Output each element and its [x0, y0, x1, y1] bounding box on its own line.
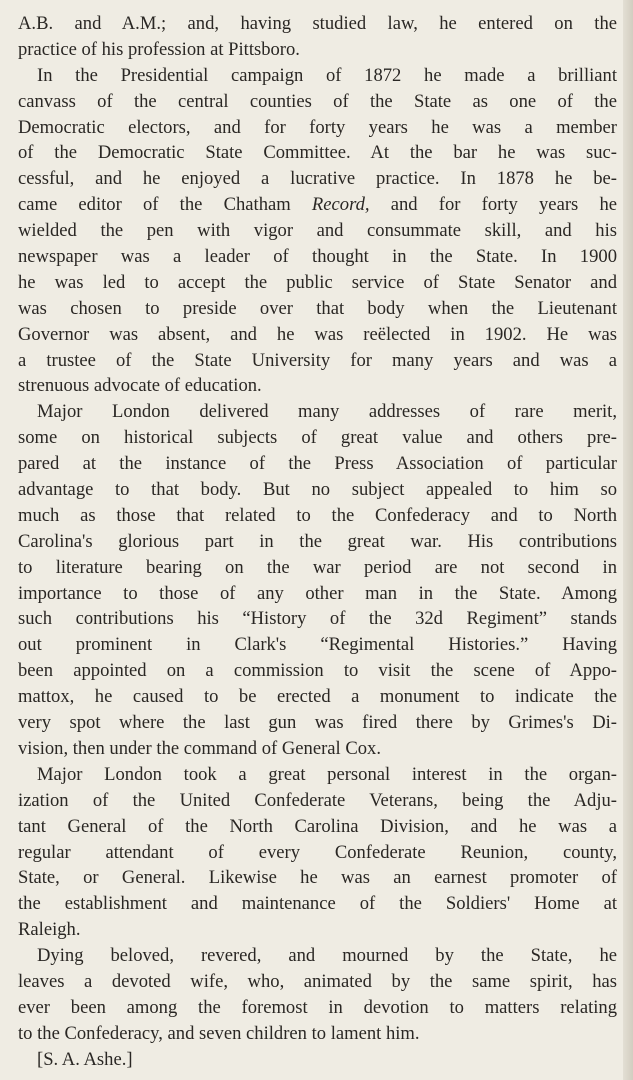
text-line: tant General of the North Carolina Division, and he was a — [18, 815, 617, 837]
text-line: he was led to accept the public service of State Senator and — [18, 271, 617, 293]
text-line: vision, then under the command of General Cox. — [18, 737, 382, 759]
text-line: ever been among the foremost in devotion to matters relating — [18, 996, 617, 1018]
paragraph — [18, 63, 617, 400]
text-line: Governor was absent, and he was reëlected in 1902. He was — [18, 323, 617, 345]
text-line: been appointed on a commission to visit the scene of Appo- — [18, 660, 617, 682]
text-line: importance to those of any other man in the State. Among — [18, 582, 617, 604]
paragraph — [18, 399, 617, 761]
paragraph — [18, 1047, 617, 1073]
text-line: mattox, he caused to be erected a monument to indicate the — [18, 686, 617, 708]
text-line: the establishment and maintenance of the Soldiers' Home at — [18, 893, 617, 915]
text-line: much as those that related to the Confederacy and to North — [18, 504, 617, 526]
text-line: to literature bearing on the war period are not second in — [18, 556, 617, 578]
text-line: newspaper was a leader of thought in the State. In 1900 — [18, 246, 617, 268]
text-line: wielded the pen with vigor and consummate skill, and his — [18, 220, 617, 242]
text-line: leaves a devoted wife, who, animated by the same spirit, has — [18, 970, 617, 992]
text-line: ization of the United Confederate Veterans, being the Adju- — [18, 789, 617, 811]
text-line: very spot where the last gun was fired there by Grimes's Di- — [18, 712, 617, 734]
text-line: regular attendant of every Confederate Reunion, county, — [18, 841, 617, 863]
text-line: such contributions his “History of the 32d Regiment” stands — [18, 608, 617, 630]
paragraph — [18, 11, 617, 63]
page-edge — [623, 0, 633, 1080]
text-line: came editor of the Chatham Record, and for forty years he — [18, 194, 617, 216]
text-line: was chosen to preside over that body when the Lieutenant — [18, 297, 617, 319]
document-page — [18, 0, 617, 1073]
text-line: State, or General. Likewise he was an earnest promoter of — [18, 867, 617, 889]
paragraph — [18, 943, 617, 1047]
text-line: to the Confederacy, and seven children to lament him. — [18, 1022, 420, 1044]
text-line: some on historical subjects of great value and others pre- — [18, 427, 617, 449]
text-line: [S. A. Ashe.] — [37, 1048, 133, 1070]
text-line: canvass of the central counties of the State as one of the — [18, 90, 617, 112]
text-line: strenuous advocate of education. — [18, 375, 262, 397]
text-line: a trustee of the State University for many years and was a — [18, 349, 617, 371]
text-line: out prominent in Clark's “Regimental Histories.” Having — [18, 634, 617, 656]
text-line: Carolina's glorious part in the great war. His contributions — [18, 530, 617, 552]
text-line: pared at the instance of the Press Association of particular — [18, 453, 617, 475]
text-line: practice of his profession at Pittsboro. — [18, 38, 300, 60]
text-line: A.B. and A.M.; and, having studied law, he entered on the — [18, 13, 617, 34]
text-line: advantage to that body. But no subject appealed to him so — [18, 479, 617, 501]
text-line: Major London took a great personal interest in the organ- — [37, 763, 617, 785]
text-line: of the Democratic State Committee. At the bar he was suc- — [18, 142, 617, 164]
text-line: Democratic electors, and for forty years he was a member — [18, 116, 617, 138]
text-line: cessful, and he enjoyed a lucrative practice. In 1878 he be- — [18, 168, 617, 190]
text-line: In the Presidential campaign of 1872 he made a brilliant — [37, 64, 617, 86]
text-line: Raleigh. — [18, 919, 81, 941]
text-line: Dying beloved, revered, and mourned by the State, he — [37, 945, 617, 967]
text-line: Major London delivered many addresses of rare merit, — [37, 401, 617, 423]
paragraph — [18, 762, 617, 943]
